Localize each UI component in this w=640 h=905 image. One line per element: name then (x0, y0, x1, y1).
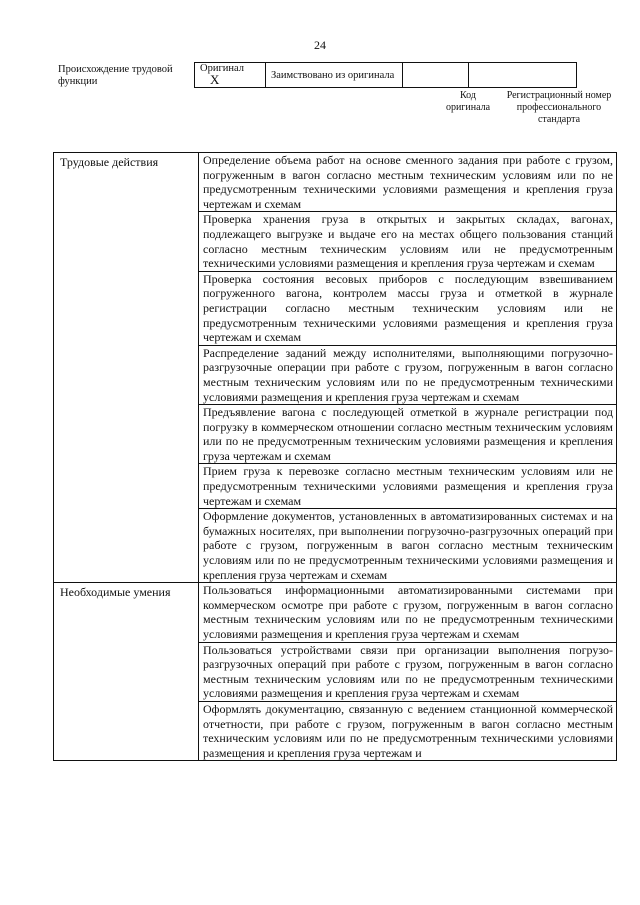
original-label: Оригинал (200, 63, 244, 74)
table-cell: Прием груза к перевозке согласно местным техническим условиям или не предусмотренным техническими условиями размещения и крепления груза чертежам и схемам (199, 464, 617, 509)
reg-number-cell (469, 63, 577, 88)
reg-number-caption: Регистрационный номер профессионального стандарта (506, 90, 612, 125)
table-row (54, 153, 617, 212)
table-cell: Проверка состояния весовых приборов с последующим взвешиванием погруженного вагона, контролем массы груза и отметкой в журнале регистрации согласно местным техническим условиям или не предусмотренным техническими условиями размещения и крепления груза чертежам и схемам (199, 271, 617, 345)
table-cell: Пользоваться устройствами связи при организации выполнения погрузо-разгрузочных операций при работе с грузом, погруженным в вагон согласно местным техническим условиям или по не предусмотренным техническими условиями размещения и крепления груза чертежам и схемам (199, 642, 617, 701)
table-cell: Распределение заданий между исполнителями, выполняющими погрузочно-разгрузочные операции при работе с грузом, погруженным в вагон согласно местным техническим условиям или по не предусмотренным техническими условиями размещения и крепления груза чертежам и схемам (199, 345, 617, 404)
original-mark: X (210, 72, 220, 87)
table-cell: Оформление документов, установленных в автоматизированных системах и на бумажных носителях, при выполнении погрузочно-разгрузочных операций при работе с грузом, погруженным в вагон согласно местным техническим условиям или по не предусмотренным техническими условиями размещения и крепления груза чертежам и схемам (199, 509, 617, 583)
functions-table (53, 152, 617, 761)
section-title: Необходимые умения (54, 583, 199, 761)
section-title: Трудовые действия (54, 153, 199, 583)
table-cell: Оформлять документацию, связанную с ведением станционной коммерческой отчетности, при работе с грузом, погруженным в вагон согласно местным техническим условиям или по не предусмотренным техническими условиями размещения и крепления груза чертежам и (199, 701, 617, 760)
borrowed-label: Заимствовано из оригинала (271, 69, 395, 81)
table-cell: Определение объема работ на основе сменного задания при работе с грузом, погруженным в вагон согласно местным техническим условиям или по не предусмотренным техническими условиями размещения и крепления груза чертежам и схемам (199, 153, 617, 212)
page-number: 24 (314, 38, 326, 52)
table-cell: Пользоваться информационными автоматизированными системами при коммерческом осмотре при работе с грузом, погруженным в вагон согласно местным техническим условиям или по не предусмотренным техническими условиями размещения и крепления груза чертежам и схемам (199, 583, 617, 642)
original-cell (195, 63, 266, 88)
table-cell: Предъявление вагона с последующей отметкой в журнале регистрации под погрузку в коммерческом отношении согласно местным техническим условиям или по не предусмотренным техническим условиями размещения и крепления груза чертежам и схемам (199, 405, 617, 464)
origin-table (194, 62, 577, 88)
code-cell (403, 63, 469, 88)
origin-label: Происхождение трудовой функции (58, 64, 173, 87)
table-cell: Проверка хранения груза в открытых и закрытых складах, вагонах, подлежащего выгрузке и выдаче его на местах общего пользования станций согласно местным техническим условиям или не предусмотренным техническими условиями размещения и крепления груза чертежам и схемам (199, 212, 617, 271)
code-caption: Код оригинала (445, 90, 491, 113)
table-row (54, 583, 617, 642)
borrowed-cell (266, 63, 403, 88)
